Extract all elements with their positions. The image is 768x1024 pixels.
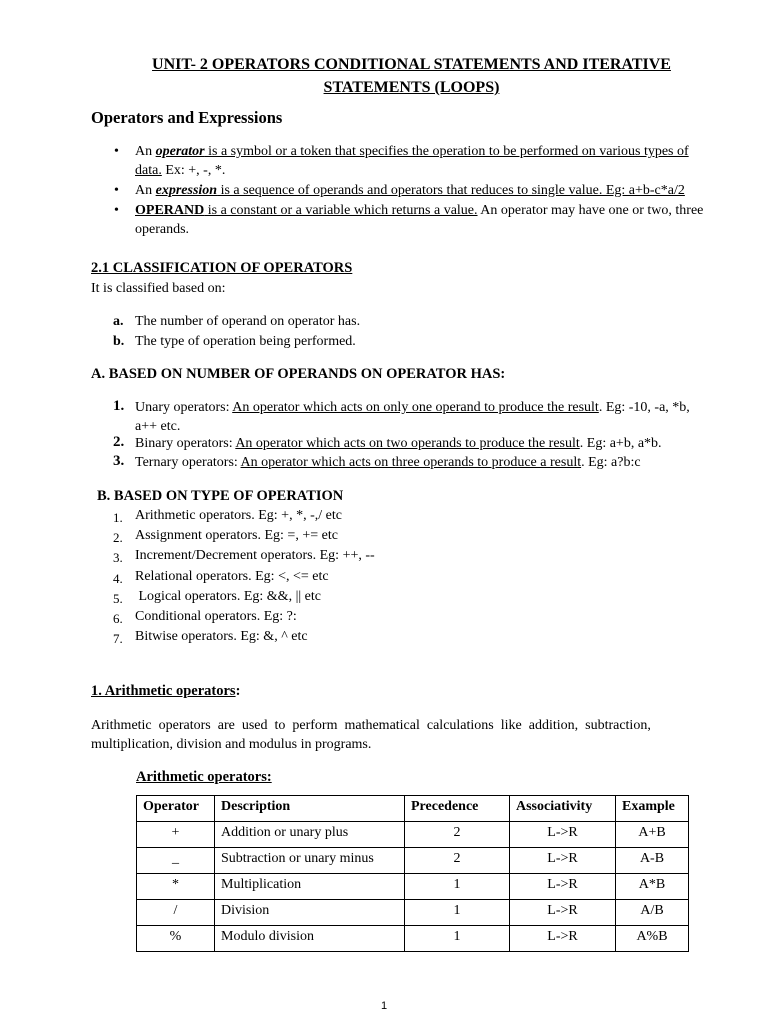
table-cell: L->R — [510, 900, 616, 926]
page-number: 1 — [380, 1000, 388, 1012]
table-row — [137, 874, 689, 900]
section-b-item: Logical operators. Eg: &&, || etc — [135, 589, 321, 604]
list-number: 2. — [113, 434, 125, 450]
table-cell: L->R — [510, 822, 616, 848]
classification-intro: It is classified based on: — [91, 281, 226, 296]
section-b-item: Arithmetic operators. Eg: +, *, -,/ etc — [135, 508, 342, 523]
table-cell: Addition or unary plus — [215, 822, 405, 848]
section-b-heading: B. BASED ON TYPE OF OPERATION — [97, 488, 344, 504]
arithmetic-operators-table — [136, 795, 689, 952]
list-number: 4. — [113, 571, 123, 586]
table-cell: Division — [215, 900, 405, 926]
table-cell: 1 — [405, 900, 510, 926]
list-number: 3. — [113, 453, 125, 469]
section-b-item: Assignment operators. Eg: =, += etc — [135, 528, 338, 543]
title-line-2: STATEMENTS (LOOPS) — [323, 79, 500, 96]
bullet-operand: OPERAND is a constant or a variable which returns a value. An operator may have one or two, three operands. — [135, 203, 704, 237]
table-row — [137, 822, 689, 848]
table-cell: + — [137, 822, 215, 848]
list-marker: a. — [113, 314, 124, 329]
bullet-expression: An expression is a sequence of operands and operators that reduces to single value. Eg: a+b-c*a/2 — [135, 183, 685, 198]
list-number: 7. — [113, 631, 123, 646]
list-marker: b. — [113, 334, 125, 349]
table-cell: Multiplication — [215, 874, 405, 900]
table-row — [137, 848, 689, 874]
table-header-cell: Associativity — [510, 796, 616, 822]
classification-heading: 2.1 CLASSIFICATION OF OPERATORS — [91, 260, 353, 276]
section-b-item: Increment/Decrement operators. Eg: ++, -- — [135, 548, 375, 563]
list-number: 3. — [113, 550, 123, 565]
term-operand: OPERAND — [135, 203, 205, 218]
section-b-item: Conditional operators. Eg: ?: — [135, 609, 297, 624]
table-header-cell: Precedence — [405, 796, 510, 822]
table-cell: A+B — [616, 822, 689, 848]
table-header-cell: Operator — [137, 796, 215, 822]
list-number: 6. — [113, 611, 123, 626]
bullet-marker: • — [114, 144, 119, 159]
table-header-cell: Description — [215, 796, 405, 822]
section-b-item: Bitwise operators. Eg: &, ^ etc — [135, 629, 308, 644]
table-cell: A/B — [616, 900, 689, 926]
table-cell: L->R — [510, 926, 616, 952]
section-a-heading: A. BASED ON NUMBER OF OPERANDS ON OPERATOR HAS: — [91, 366, 506, 382]
section-a-item: Binary operators: An operator which acts on two operands to produce the result. Eg: a+b, a*b. — [135, 436, 662, 451]
table-row — [137, 926, 689, 952]
table-cell: A*B — [616, 874, 689, 900]
table-cell: A%B — [616, 926, 689, 952]
table-cell: 1 — [405, 926, 510, 952]
table-cell: * — [137, 874, 215, 900]
document-title — [90, 53, 733, 99]
list-number: 1. — [113, 510, 123, 525]
list-number: 5. — [113, 591, 123, 606]
arithmetic-heading: 1. Arithmetic operators: — [91, 683, 241, 699]
table-cell: % — [137, 926, 215, 952]
table-cell: A-B — [616, 848, 689, 874]
section-b-item: Relational operators. Eg: <, <= etc — [135, 569, 329, 584]
list-number: 2. — [113, 530, 123, 545]
bullet-operator: An operator is a symbol or a token that specifies the operation to be performed on various types of data. Ex: +, -, *. — [135, 144, 689, 178]
table-cell: 2 — [405, 848, 510, 874]
section-heading: Operators and Expressions — [91, 108, 283, 127]
classification-item: The type of operation being performed. — [135, 334, 356, 349]
arithmetic-paragraph: Arithmetic operators are used to perform mathematical calculations like addition, subtraction, multiplication, division and modulus in programs. — [91, 718, 651, 752]
table-cell: 1 — [405, 874, 510, 900]
bullet-marker: • — [114, 203, 119, 218]
table-cell: Subtraction or unary minus — [215, 848, 405, 874]
table-cell: L->R — [510, 874, 616, 900]
classification-item: The number of operand on operator has. — [135, 314, 361, 329]
table-cell: / — [137, 900, 215, 926]
title-line-1: UNIT- 2 OPERATORS CONDITIONAL STATEMENTS AND ITERATIVE — [152, 56, 671, 73]
table-cell: Modulo division — [215, 926, 405, 952]
list-number: 1. — [113, 398, 125, 414]
term-operator: operator — [155, 144, 205, 159]
section-a-item: Ternary operators: An operator which acts on three operands to produce a result. Eg: a?b:c — [135, 455, 641, 470]
table-cell: _ — [137, 848, 215, 874]
table-caption: Arithmetic operators: — [136, 769, 272, 785]
table-header-cell: Example — [616, 796, 689, 822]
section-a-item: Unary operators: An operator which acts on only one operand to produce the result. Eg: -10, -a, *b, a++ etc. — [135, 400, 690, 434]
table-header-row — [137, 796, 689, 822]
table-cell: L->R — [510, 848, 616, 874]
table-row — [137, 900, 689, 926]
bullet-marker: • — [114, 183, 119, 198]
term-expression: expression — [155, 183, 218, 198]
table-cell: 2 — [405, 822, 510, 848]
